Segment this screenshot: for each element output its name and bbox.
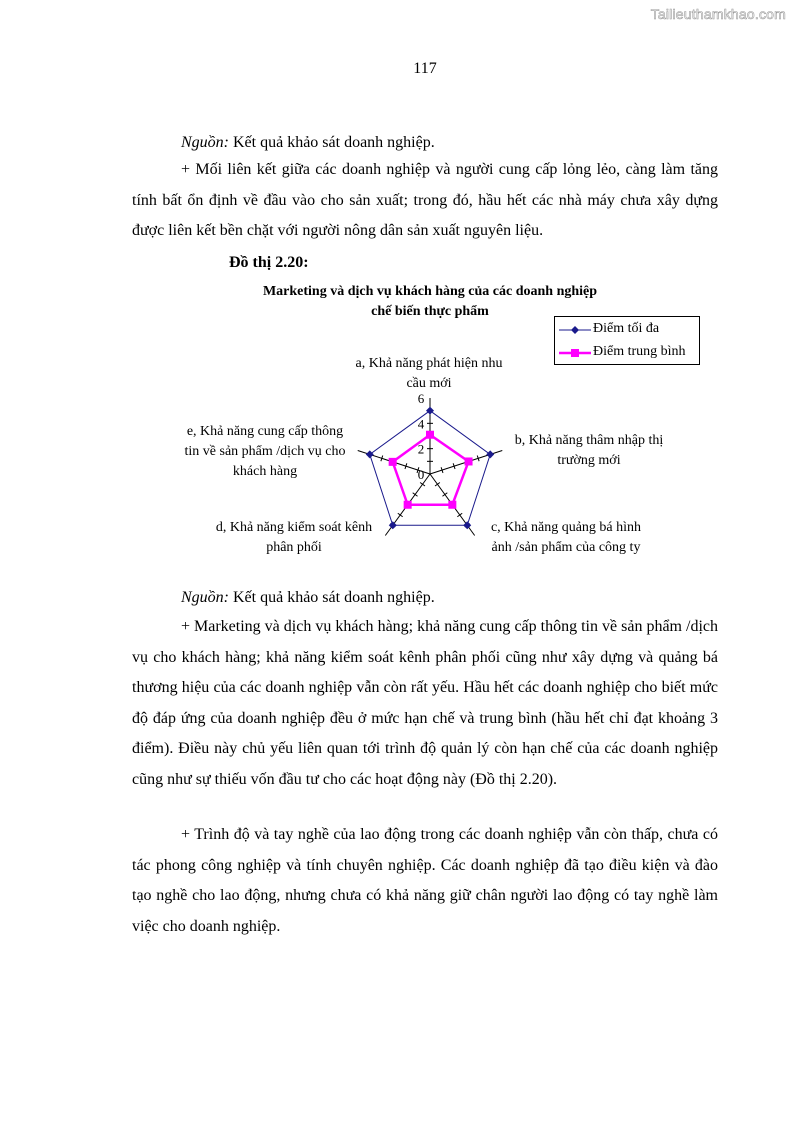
paragraph-marketing: + Marketing và dịch vụ khách hàng; khả năng cung cấp thông tin về sản phẩm /dịch vụ cho khách hàng; khả năng kiểm soát kênh phân phối cũng như xây dựng và quảng bá thương hiệu của các doanh nghiệp vẫn còn rất yếu. Hầu hết các doanh nghiệp cho biết mức độ đáp ứng của doanh nghiệp đều ở mức hạn chế và trung bình (hầu hết chỉ đạt khoảng 3 điểm). Điều này chủ yếu liên quan tới trình độ quản lý còn hạn chế của các doanh nghiệp cũng như sự thiếu vốn đầu tư cho các hoạt động này (Đồ thị 2.20). (132, 618, 718, 788)
paragraph-labor: + Trình độ và tay nghề của lao động trong các doanh nghiệp vẫn còn thấp, chưa có tác phong công nghiệp và tính chuyên nghiệp. Các doanh nghiệp đã tạo điều kiện và đào tạo nghề cho lao động, nhưng chưa có khả năng giữ chân người lao động có tay nghề làm việc cho doanh nghiệp. (132, 826, 718, 935)
radar-point-average (404, 501, 412, 509)
chart-title-line-2: chế biến thực phẩm (371, 304, 489, 319)
paragraph-supplier-links: + Mối liên kết giữa các doanh nghiệp và người cung cấp lỏng lẻo, càng làm tăng tính bất ổn định về đầu vào cho sản xuất; trong đó, hầu hết các nhà máy chưa xây dựng được liên kết bền chặt với người nông dân sản xuất nguyên liệu. (132, 161, 718, 239)
radar-point-average (448, 501, 456, 509)
radar-point-average (426, 431, 434, 439)
radar-tick (420, 482, 425, 486)
axis-label-b-line-1: b, Khả năng thâm nhập thị (514, 433, 664, 448)
radar-tick-label: 4 (417, 416, 425, 432)
axis-label-a-line-2: cầu mới (406, 376, 452, 391)
radar-point-average (465, 457, 473, 465)
chart-legend (554, 316, 700, 365)
radar-tick (457, 513, 462, 517)
axis-label-c-line-2: ảnh /sản phẩm của công ty (491, 540, 641, 555)
axis-label-d-line-1: d, Khả năng kiểm soát kênh (215, 520, 373, 535)
source-text-bottom: Kết quả khảo sát doanh nghiệp. (229, 589, 435, 606)
radar-tick-label: 2 (417, 441, 425, 457)
legend-item-average (555, 343, 699, 363)
chart-title-line-1: Marketing và dịch vụ khách hàng của các doanh nghiệp (262, 284, 598, 299)
legend-label-max: Điểm tối đa (593, 321, 660, 336)
watermark: Tailieuthamkhao.com (650, 6, 786, 22)
axis-label-a-line-1: a, Khả năng phát hiện nhu (355, 356, 503, 371)
radar-tick (435, 482, 440, 486)
radar-tick (442, 493, 447, 497)
axis-label-d (196, 518, 392, 558)
radar-point-average (389, 458, 397, 466)
radar-tick-label: 6 (417, 391, 425, 406)
radar-tick (413, 493, 418, 497)
source-label-bottom: Nguồn: (181, 589, 229, 606)
axis-label-b (494, 431, 684, 471)
axis-label-b-line-2: trường mới (557, 453, 621, 468)
axis-label-e-line-3: khách hàng (232, 464, 298, 479)
source-note-bottom (132, 583, 718, 614)
source-text: Kết quả khảo sát doanh nghiệp. (229, 134, 435, 151)
radar-series-line-average (393, 435, 469, 505)
legend-label-average: Điểm trung bình (593, 344, 686, 359)
radar-tick (398, 513, 403, 517)
legend-marker-square-icon (558, 347, 592, 359)
axis-label-e (163, 422, 367, 482)
radar-point-max (426, 407, 434, 415)
figure-label: Đồ thị 2.20: (229, 254, 309, 271)
radar-tick-label: 0 (417, 467, 425, 482)
axis-label-e-line-2: tin về sản phẩm /dịch vụ cho (184, 444, 346, 459)
page-number: 117 (413, 60, 437, 77)
source-label: Nguồn: (181, 134, 229, 151)
axis-label-c (470, 518, 662, 558)
axis-label-c-line-1: c, Khả năng quảng bá hình (490, 520, 642, 535)
legend-item-max (555, 320, 699, 340)
axis-label-d-line-2: phân phối (266, 540, 322, 555)
axis-label-e-line-1: e, Khả năng cung cấp thông (186, 424, 344, 439)
axis-label-a (329, 354, 529, 394)
legend-marker-diamond-icon (558, 324, 592, 336)
